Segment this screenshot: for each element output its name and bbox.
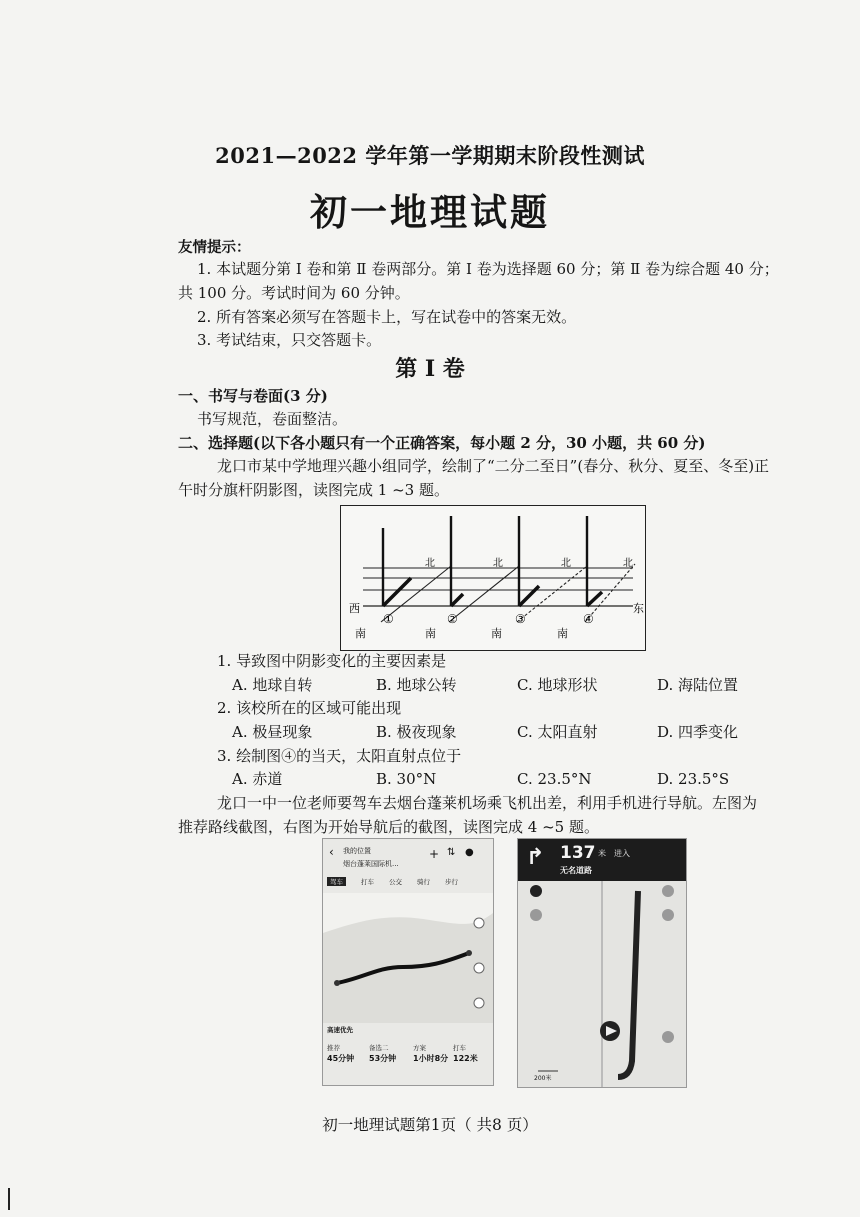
time-label: 推荐 bbox=[327, 1044, 340, 1052]
option: B. 极夜现象 bbox=[376, 723, 457, 741]
question-options bbox=[0, 675, 860, 695]
map-scale: 200米 bbox=[534, 1075, 552, 1082]
part2-intro: 午时分旗杆阴影图，读图完成 1 ~3 题。 bbox=[178, 481, 449, 499]
scan-mark bbox=[8, 1188, 10, 1210]
question-stem: 2. 该校所在的区域可能出现 bbox=[217, 699, 402, 717]
label-east: 东 bbox=[633, 602, 644, 615]
label-3: ③ bbox=[515, 612, 526, 626]
option: A. 地球自转 bbox=[232, 676, 313, 694]
nav-route-screenshot bbox=[322, 838, 494, 1086]
label-west: 西 bbox=[349, 602, 360, 615]
distance-unit: 米 bbox=[598, 849, 606, 858]
label-south: 南 bbox=[491, 627, 502, 640]
flagpole-shadow-figure bbox=[340, 505, 646, 651]
option: C. 23.5°N bbox=[517, 770, 592, 788]
shadow-diagram bbox=[341, 506, 645, 650]
turn-distance: 137 bbox=[560, 843, 596, 863]
subject-title: 初一地理试题 bbox=[310, 190, 550, 234]
hint-item: 共 100 分。考试时间为 60 分钟。 bbox=[178, 284, 410, 302]
back-arrow-icon: ‹ bbox=[329, 845, 334, 859]
turn-right-icon: ↱ bbox=[526, 845, 545, 870]
option: D. 四季变化 bbox=[657, 723, 739, 741]
route-time: 53分钟 bbox=[369, 1054, 397, 1063]
tab-taxi: 打车 bbox=[361, 878, 374, 886]
question-options bbox=[0, 769, 860, 789]
route-from: 我的位置 bbox=[343, 847, 371, 855]
label-1: ① bbox=[383, 612, 394, 626]
label-north: 北 bbox=[425, 558, 435, 569]
section-title: 第 Ⅰ 卷 bbox=[395, 356, 465, 382]
time-label: 备选二 bbox=[369, 1044, 389, 1052]
option: B. 地球公转 bbox=[376, 676, 457, 694]
route-map bbox=[323, 893, 493, 1023]
intro-45: 推荐路线截图，右图为开始导航后的截图，读图完成 4 ~5 题。 bbox=[178, 818, 599, 836]
road-name: 无名道路 bbox=[560, 866, 592, 875]
guidance-banner bbox=[518, 839, 686, 881]
label-south: 南 bbox=[355, 627, 366, 640]
route-time: 122米 bbox=[453, 1054, 478, 1063]
option: D. 海陆位置 bbox=[657, 676, 739, 694]
swap-icon: ⇅ bbox=[447, 847, 456, 858]
route-times bbox=[327, 1043, 489, 1077]
intro-45: 龙口一中一位老师要驾车去烟台蓬莱机场乘飞机出差，利用手机进行导航。左图为 bbox=[217, 794, 758, 812]
label-south: 南 bbox=[557, 627, 568, 640]
option: D. 23.5°S bbox=[657, 770, 730, 788]
option: C. 太阳直射 bbox=[517, 723, 598, 741]
route-to: 烟台蓬莱国际机... bbox=[343, 860, 399, 868]
part1-desc: 书写规范，卷面整洁。 bbox=[197, 410, 348, 428]
question-options bbox=[0, 722, 860, 742]
question-stem: 1. 导致图中阴影变化的主要因素是 bbox=[217, 652, 447, 670]
option: C. 地球形状 bbox=[517, 676, 598, 694]
option: B. 30°N bbox=[376, 770, 437, 788]
tab-drive: 驾车 bbox=[327, 877, 346, 886]
exam-title: 2021—2022 学年第一学期期末阶段性测试 bbox=[215, 143, 645, 168]
part1-title: 一、书写与卷面(3 分) bbox=[178, 387, 328, 405]
label-2: ② bbox=[447, 612, 458, 626]
label-north: 北 bbox=[561, 558, 571, 569]
route-time: 45分钟 bbox=[327, 1054, 355, 1063]
transport-tabs bbox=[327, 877, 489, 889]
part2-intro: 龙口市某中学地理兴趣小组同学，绘制了“二分二至日”(春分、秋分、夏至、冬至)正 bbox=[217, 457, 770, 475]
tab-bike: 骑行 bbox=[417, 878, 430, 886]
hint-item: 1. 本试题分第 Ⅰ 卷和第 Ⅱ 卷两部分。第 Ⅰ 卷为选择题 60 分；第 Ⅱ 卷为综合题 40 分； bbox=[197, 260, 779, 278]
question-stem: 3. 绘制图④的当天，太阳直射点位于 bbox=[217, 747, 462, 765]
hint-item: 3. 考试结束，只交答题卡。 bbox=[197, 331, 382, 349]
tab-walk: 步行 bbox=[445, 878, 458, 886]
label-north: 北 bbox=[623, 558, 633, 569]
option: A. 极昼现象 bbox=[232, 723, 313, 741]
voice-icon: ● bbox=[465, 847, 474, 858]
option: A. 赤道 bbox=[232, 770, 283, 788]
label-north: 北 bbox=[493, 558, 503, 569]
route-time: 1小时8分 bbox=[413, 1054, 449, 1063]
route-option-label: 高速优先 bbox=[327, 1026, 353, 1034]
time-label: 方案 bbox=[413, 1044, 426, 1052]
label-4: ④ bbox=[583, 612, 594, 626]
part2-title: 二、选择题(以下各小题只有一个正确答案，每小题 2 分，30 小题，共 60 分) bbox=[178, 434, 706, 452]
turn-action: 进入 bbox=[614, 849, 630, 858]
add-icon: + bbox=[429, 847, 440, 861]
label-south: 南 bbox=[425, 627, 436, 640]
time-label: 打车 bbox=[453, 1044, 466, 1052]
guidance-map bbox=[518, 881, 686, 1087]
tab-bus: 公交 bbox=[389, 878, 402, 886]
nav-guidance-screenshot bbox=[517, 838, 687, 1088]
hint-item: 2. 所有答案必须写在答题卡上，写在试卷中的答案无效。 bbox=[197, 308, 577, 326]
hints-title: 友情提示： bbox=[178, 239, 251, 256]
page-footer: 初一地理试题第1页（ 共8 页） bbox=[322, 1116, 538, 1134]
